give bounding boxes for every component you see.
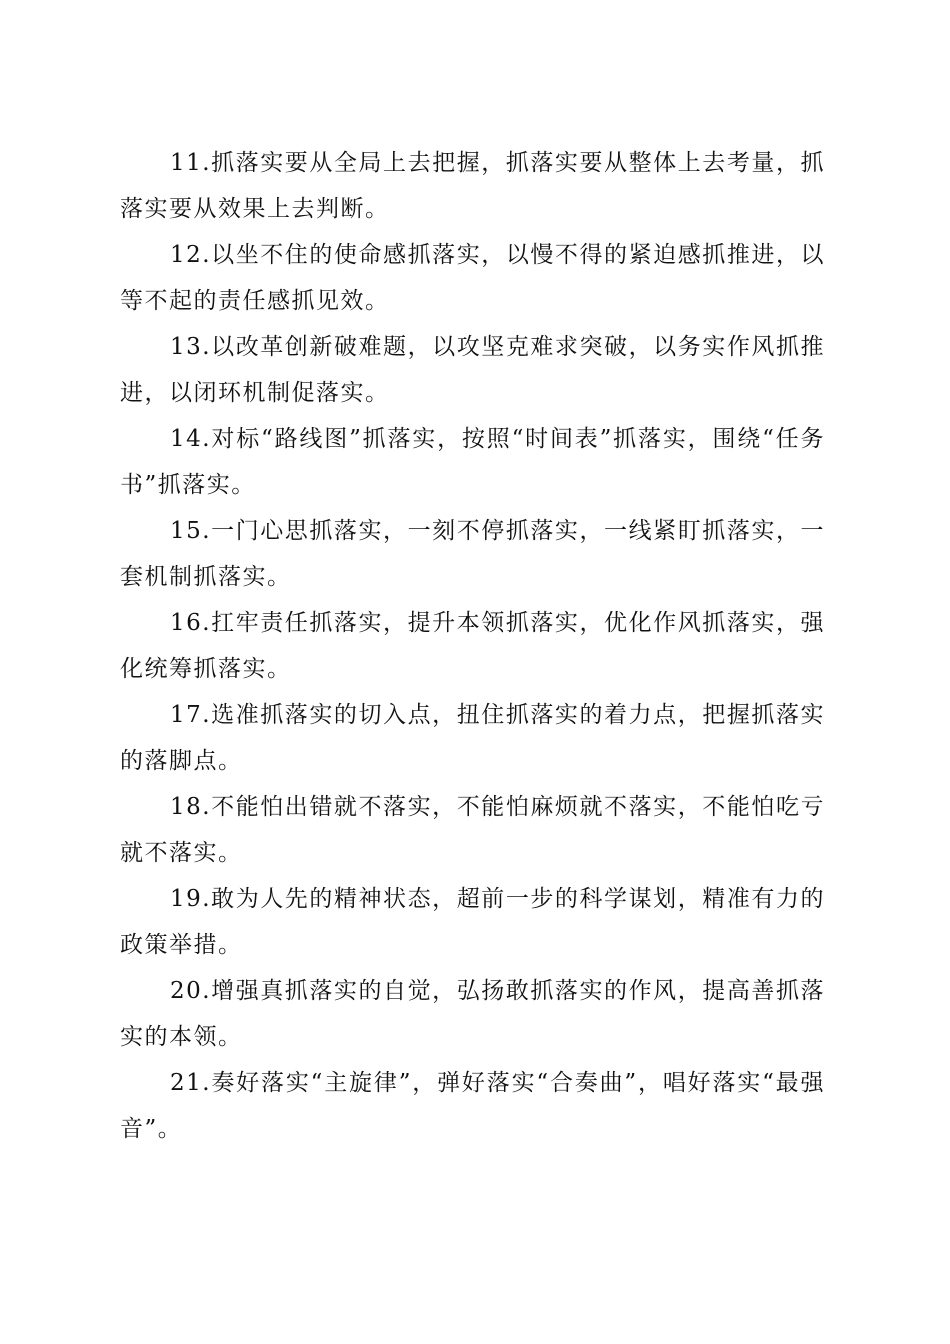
list-item-20: 20.增强真抓落实的自觉，弘扬敢抓落实的作风，提高善抓落实的本领。 <box>120 978 825 1050</box>
list-item-16: 16.扛牢责任抓落实，提升本领抓落实，优化作风抓落实，强化统筹抓落实。 <box>120 610 825 682</box>
list-item-21: 21.奏好落实“主旋律”，弹好落实“合奏曲”，唱好落实“最强音”。 <box>120 1070 825 1142</box>
list-item-19: 19.敢为人先的精神状态，超前一步的科学谋划，精准有力的政策举措。 <box>120 886 825 958</box>
list-item-17: 17.选准抓落实的切入点，扭住抓落实的着力点，把握抓落实的落脚点。 <box>120 702 825 774</box>
list-item-13: 13.以改革创新破难题，以攻坚克难求突破，以务实作风抓推进，以闭环机制促落实。 <box>120 334 825 406</box>
list-item-14: 14.对标“路线图”抓落实，按照“时间表”抓落实，围绕“任务书”抓落实。 <box>120 426 825 498</box>
list-item-18: 18.不能怕出错就不落实，不能怕麻烦就不落实，不能怕吃亏就不落实。 <box>120 794 825 866</box>
list-item-15: 15.一门心思抓落实，一刻不停抓落实，一线紧盯抓落实，一套机制抓落实。 <box>120 518 825 590</box>
document-body <box>120 140 825 1152</box>
list-item-11: 11.抓落实要从全局上去把握，抓落实要从整体上去考量，抓落实要从效果上去判断。 <box>120 150 825 222</box>
list-item-12: 12.以坐不住的使命感抓落实，以慢不得的紧迫感抓推进，以等不起的责任感抓见效。 <box>120 242 825 314</box>
